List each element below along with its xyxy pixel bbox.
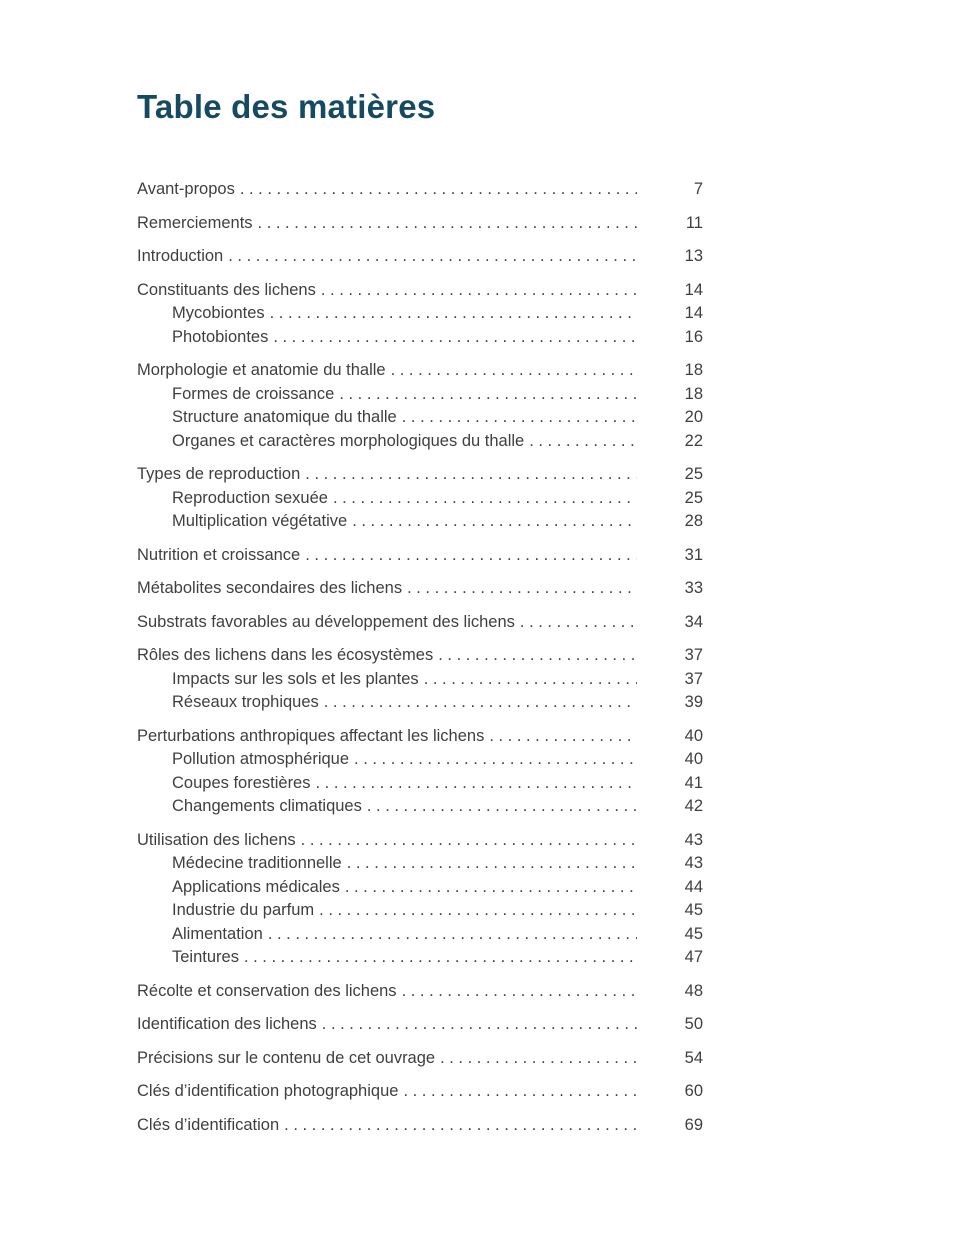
toc-leader-dots <box>317 1013 637 1037</box>
toc-entry-page-number: 54 <box>684 1048 703 1067</box>
toc-entry-page-number: 18 <box>684 384 703 403</box>
toc-leader-dots <box>311 772 638 796</box>
toc-entry-label: Teintures <box>172 948 239 966</box>
toc-entry <box>137 326 703 350</box>
toc-leader-dots <box>319 691 637 715</box>
toc-entry-page-number: 44 <box>684 877 703 896</box>
toc-leader-dots <box>349 748 637 772</box>
toc-leader-dots <box>386 359 637 383</box>
toc-entry-label: Reproduction sexuée <box>172 488 328 507</box>
toc-entry-page-number: 39 <box>684 693 703 711</box>
toc-entry-page-number: 34 <box>684 612 703 631</box>
toc-entry <box>137 1013 703 1037</box>
toc-entry-page-number: 14 <box>684 304 703 322</box>
toc-entry <box>137 302 703 326</box>
toc-entry <box>137 383 703 407</box>
toc-entry-label: Clés d’identification <box>137 1115 280 1134</box>
toc-entry <box>137 279 703 303</box>
toc-entry-page-number: 41 <box>684 773 703 792</box>
toc-entry <box>137 668 703 692</box>
toc-entry <box>137 725 703 749</box>
toc-entry <box>137 691 703 715</box>
toc-entry-page-number: 25 <box>684 488 703 507</box>
toc-entry <box>137 946 703 970</box>
toc-entry-label: Multiplication végétative <box>172 512 348 530</box>
toc-entry-page-number: 25 <box>684 465 703 483</box>
toc-list <box>137 178 703 1137</box>
toc-leader-dots <box>328 487 637 511</box>
toc-entry-label: Alimentation <box>172 924 263 943</box>
toc-entry-label: Métabolites secondaires des lichens <box>137 579 403 597</box>
toc-entry-label: Industrie du parfum <box>172 901 315 919</box>
toc-leader-dots <box>362 795 637 819</box>
toc-leader-dots <box>316 279 637 303</box>
toc-leader-dots <box>263 923 637 947</box>
toc-leader-dots <box>402 577 637 601</box>
toc-entry-page-number: 37 <box>684 669 703 688</box>
toc-entry-page-number: 43 <box>684 830 703 849</box>
toc-entry-page-number: 20 <box>684 408 703 426</box>
toc-entry-page-number: 69 <box>684 1115 703 1134</box>
toc-entry <box>137 923 703 947</box>
toc-entry-label: Avant-propos <box>137 180 235 198</box>
toc-entry-page-number: 22 <box>684 431 703 450</box>
toc-leader-dots <box>265 302 637 326</box>
toc-entry-page-number: 14 <box>684 280 703 299</box>
toc-entry-page-number: 33 <box>684 579 703 597</box>
toc-entry-label: Utilisation des lichens <box>137 830 296 849</box>
toc-entry-page-number: 13 <box>684 247 703 265</box>
toc-entry <box>137 1114 703 1138</box>
toc-leader-dots <box>433 644 637 668</box>
toc-entry-page-number: 11 <box>685 213 703 232</box>
toc-leader-dots <box>223 245 637 269</box>
toc-entry <box>137 772 703 796</box>
toc-entry-label: Clés d’identification photographique <box>137 1082 399 1100</box>
toc-entry-page-number: 47 <box>684 948 703 966</box>
toc-leader-dots <box>300 463 637 487</box>
toc-entry <box>137 212 703 236</box>
toc-leader-dots <box>340 876 637 900</box>
toc-leader-dots <box>314 899 637 923</box>
toc-entry-page-number: 60 <box>684 1082 703 1100</box>
toc-entry <box>137 980 703 1004</box>
toc-leader-dots <box>334 383 637 407</box>
toc-entry <box>137 748 703 772</box>
toc-leader-dots <box>347 510 637 534</box>
toc-entry-page-number: 42 <box>684 797 703 815</box>
toc-leader-dots <box>524 430 637 454</box>
toc-entry-label: Médecine traditionnelle <box>172 854 342 872</box>
toc-leader-dots <box>235 178 637 202</box>
toc-entry <box>137 245 703 269</box>
toc-entry-label: Coupes forestières <box>172 773 311 792</box>
toc-entry <box>137 795 703 819</box>
toc-entry-page-number: 48 <box>684 981 703 1000</box>
toc-entry <box>137 611 703 635</box>
toc-leader-dots <box>397 980 637 1004</box>
page-title: Table des matières <box>137 88 436 125</box>
toc-entry-page-number: 40 <box>684 726 703 745</box>
toc-entry-page-number: 7 <box>693 180 703 198</box>
toc-entry-page-number: 43 <box>684 854 703 872</box>
toc-leader-dots <box>419 668 637 692</box>
toc-entry-label: Structure anatomique du thalle <box>172 408 397 426</box>
toc-leader-dots <box>398 1080 637 1104</box>
toc-entry <box>137 430 703 454</box>
toc-leader-dots <box>515 611 637 635</box>
toc-entry-label: Perturbations anthropiques affectant les lichens <box>137 726 485 745</box>
toc-entry <box>137 852 703 876</box>
toc-leader-dots <box>435 1047 637 1071</box>
toc-leader-dots <box>397 406 637 430</box>
toc-entry-label: Récolte et conservation des lichens <box>137 981 397 1000</box>
toc-entry-label: Changements climatiques <box>172 797 362 815</box>
toc-entry-page-number: 45 <box>684 901 703 919</box>
toc-entry <box>137 359 703 383</box>
toc-entry-label: Rôles des lichens dans les écosystèmes <box>137 646 434 664</box>
toc-entry-label: Applications médicales <box>172 877 340 896</box>
toc-entry-label: Remerciements <box>137 213 253 232</box>
toc-leader-dots <box>239 946 637 970</box>
toc-entry-label: Réseaux trophiques <box>172 693 319 711</box>
toc-entry-label: Pollution atmosphérique <box>172 750 350 768</box>
toc-leader-dots <box>253 212 637 236</box>
toc-entry-label: Organes et caractères morphologiques du thalle <box>172 431 525 450</box>
toc-entry-label: Substrats favorables au développement des lichens <box>137 612 515 631</box>
toc-leader-dots <box>484 725 637 749</box>
toc-entry <box>137 487 703 511</box>
toc-entry-label: Types de reproduction <box>137 465 301 483</box>
toc-entry-label: Constituants des lichens <box>137 280 316 299</box>
toc-entry-label: Nutrition et croissance <box>137 545 301 564</box>
toc-entry <box>137 463 703 487</box>
toc-entry <box>137 876 703 900</box>
toc-leader-dots <box>268 326 637 350</box>
toc-leader-dots <box>279 1114 637 1138</box>
toc-entry-page-number: 28 <box>684 512 703 530</box>
toc-entry-page-number: 31 <box>684 545 703 564</box>
toc-entry-label: Mycobiontes <box>172 304 265 322</box>
toc-entry <box>137 544 703 568</box>
toc-entry <box>137 1047 703 1071</box>
toc-entry-label: Précisions sur le contenu de cet ouvrage <box>137 1048 436 1067</box>
toc-entry <box>137 178 703 202</box>
toc-entry <box>137 829 703 853</box>
toc-entry-label: Formes de croissance <box>172 384 335 403</box>
toc-entry-page-number: 16 <box>684 327 703 346</box>
toc-leader-dots <box>296 829 637 853</box>
toc-leader-dots <box>342 852 637 876</box>
toc-leader-dots <box>300 544 637 568</box>
toc-entry <box>137 644 703 668</box>
toc-entry <box>137 406 703 430</box>
toc-entry-label: Morphologie et anatomie du thalle <box>137 361 386 379</box>
toc-entry-label: Introduction <box>137 247 224 265</box>
toc-entry <box>137 899 703 923</box>
toc-entry-label: Identification des lichens <box>137 1015 317 1033</box>
toc-entry-page-number: 37 <box>684 646 703 664</box>
toc-entry-page-number: 40 <box>684 750 703 768</box>
toc-entry-page-number: 18 <box>684 361 703 379</box>
toc-entry-label: Impacts sur les sols et les plantes <box>172 669 419 688</box>
toc-entry-page-number: 50 <box>684 1015 703 1033</box>
toc-entry <box>137 1080 703 1104</box>
toc-entry-page-number: 45 <box>684 924 703 943</box>
toc-entry-label: Photobiontes <box>172 327 269 346</box>
toc-entry <box>137 510 703 534</box>
toc-entry <box>137 577 703 601</box>
